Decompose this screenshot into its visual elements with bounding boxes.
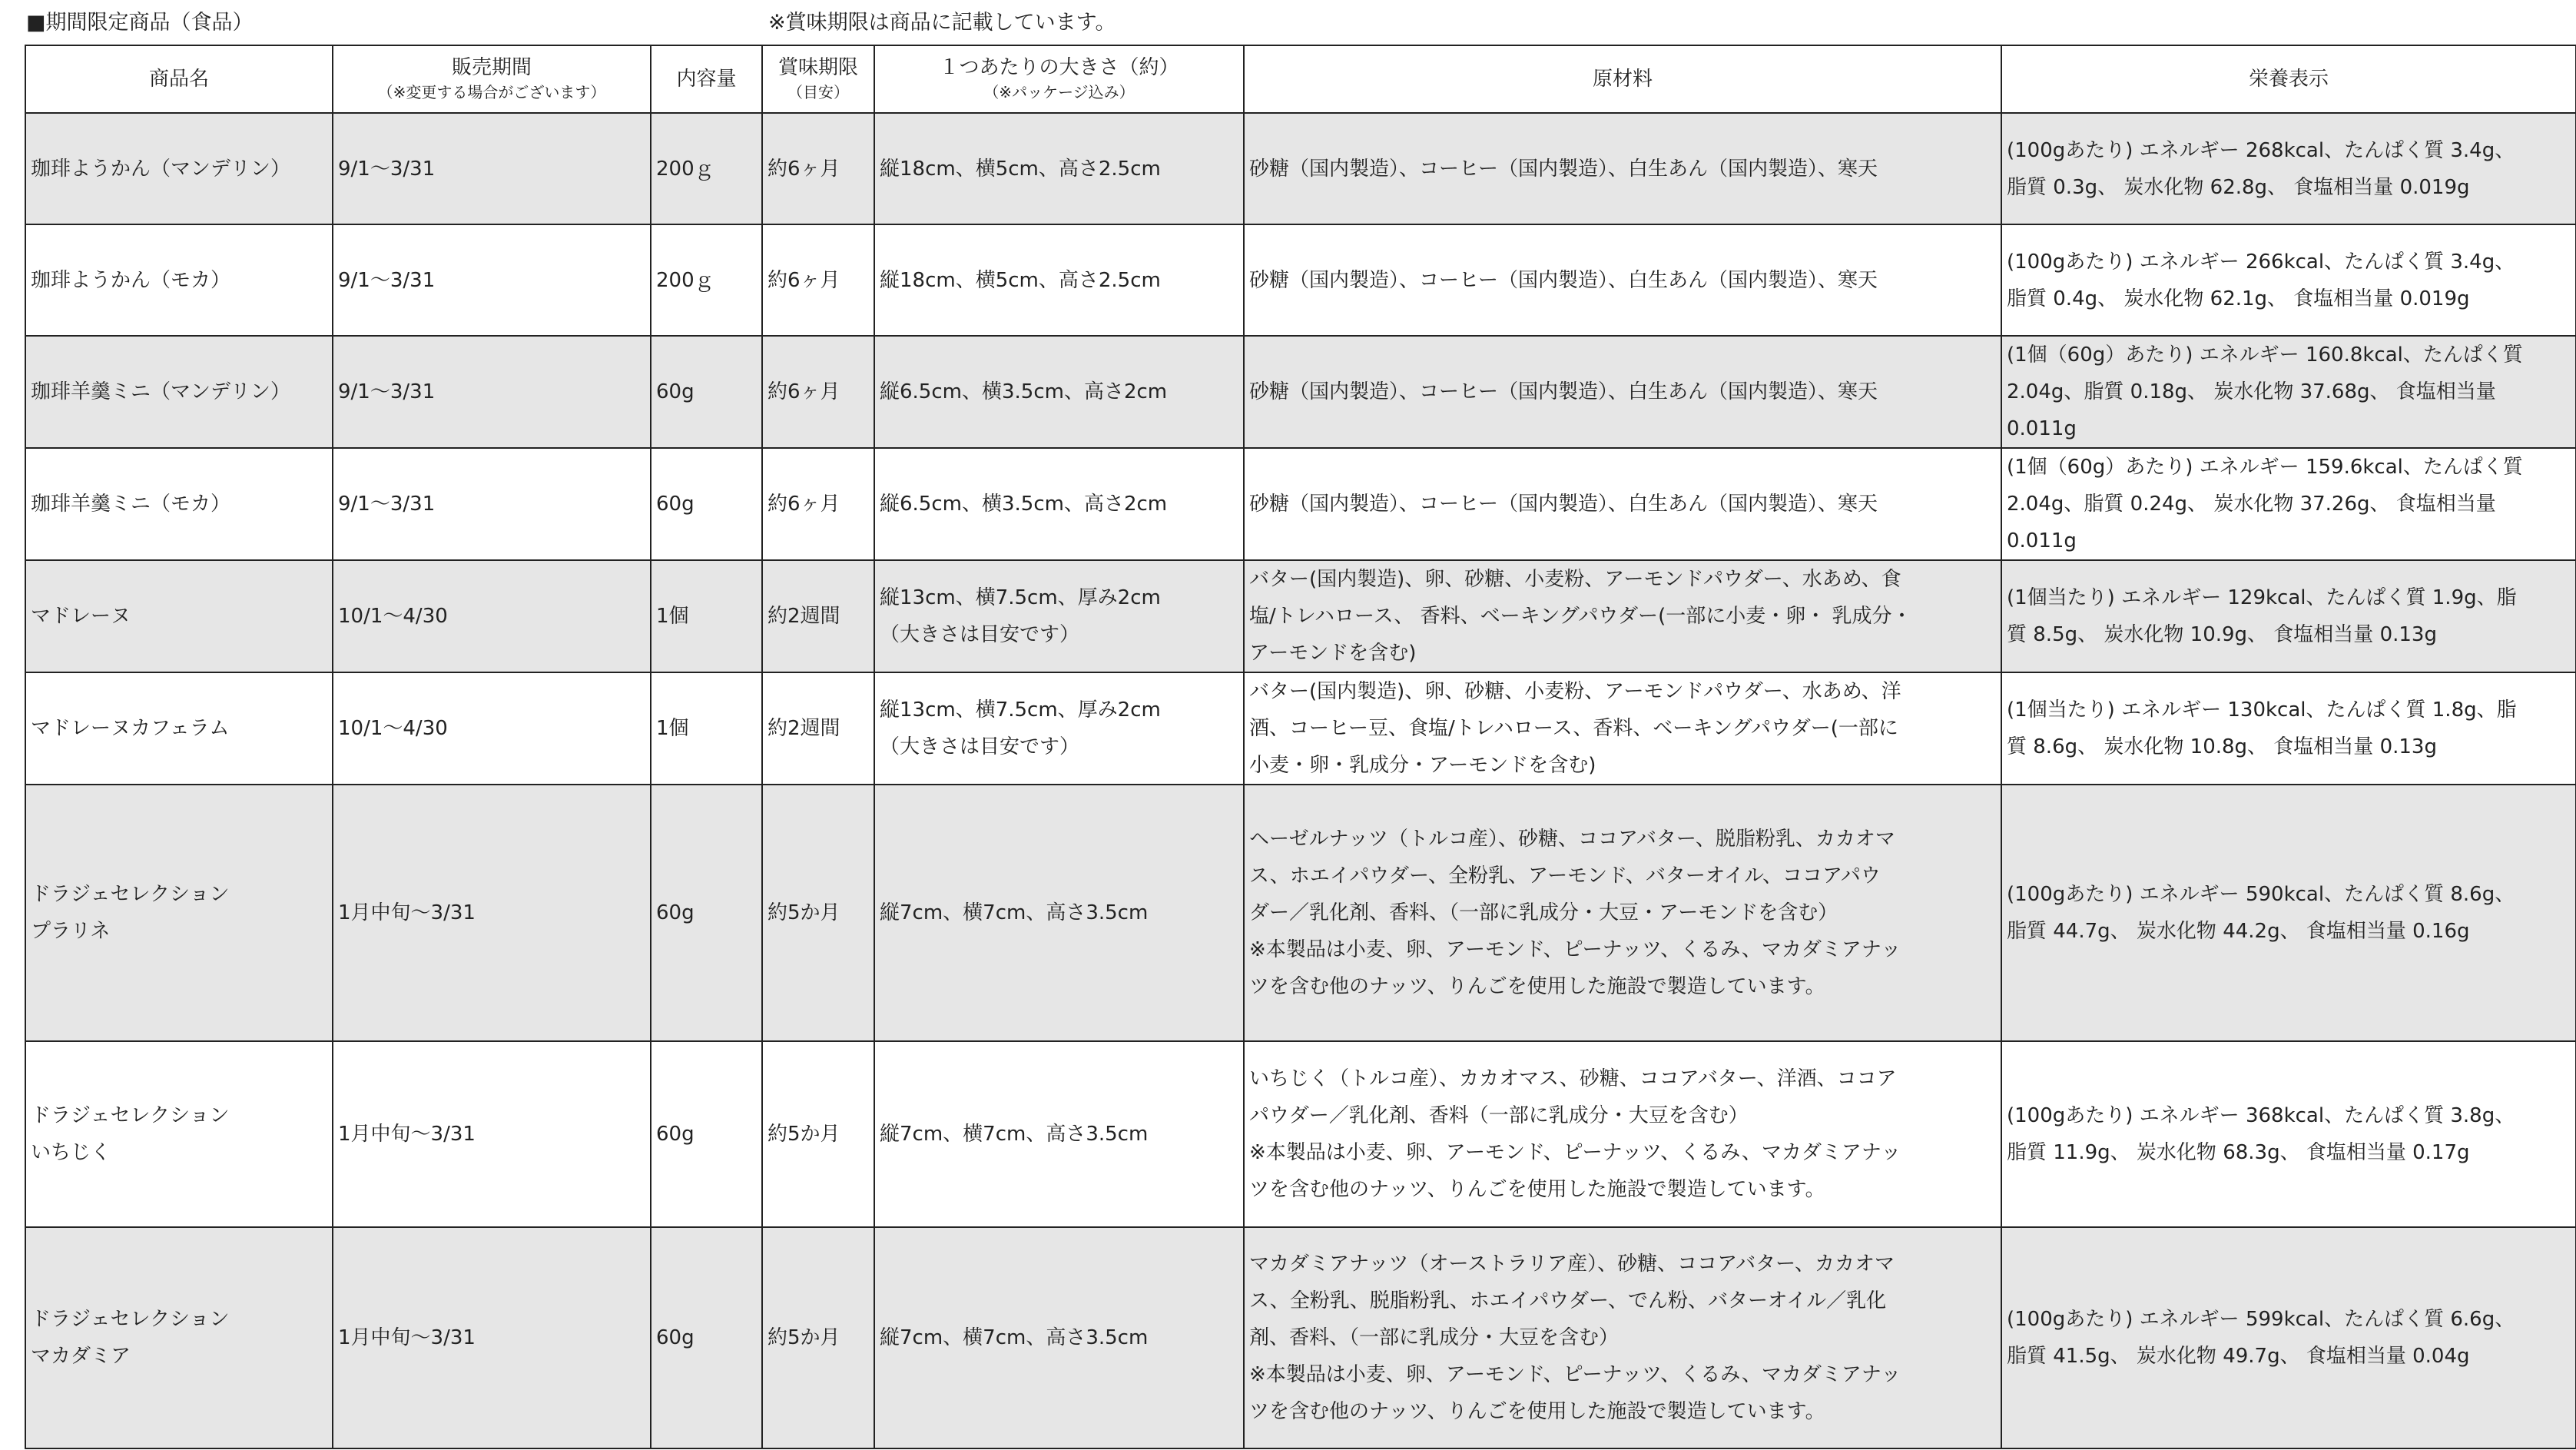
cell-name: ドラジェセレクション マカダミア bbox=[25, 1227, 333, 1448]
cell-period: 10/1～4/30 bbox=[333, 560, 651, 672]
cell-nutrition: (100gあたり) エネルギー 268kcal、たんぱく質 3.4g、 脂質 0.3g、 炭水化物 62.8g、 食塩相当量 0.019g bbox=[2001, 113, 2576, 224]
header-nutrition: 栄養表示 bbox=[2001, 45, 2576, 113]
cell-content: 1個 bbox=[651, 560, 762, 672]
cell-ingredients: いちじく（トルコ産）、カカオマス、砂糖、ココアバター、洋酒、ココア パウダー／乳化剤、香料（一部に乳成分・大豆を含む） ※本製品は小麦、卵、アーモンド、ピーナッツ、くるみ、マカダミアナッ ツを含む他のナッツ、りんごを使用した施設で製造しています。 bbox=[1244, 1041, 2001, 1227]
cell-expiry: 約6ヶ月 bbox=[762, 336, 874, 448]
cell-expiry: 約5か月 bbox=[762, 1041, 874, 1227]
cell-period: 9/1～3/31 bbox=[333, 224, 651, 336]
cell-name: 珈琲羊羹ミニ（モカ） bbox=[25, 448, 333, 560]
cell-name: 珈琲ようかん（マンデリン） bbox=[25, 113, 333, 224]
table-row bbox=[25, 1227, 2576, 1448]
cell-content: 1個 bbox=[651, 672, 762, 785]
header-row bbox=[25, 45, 2576, 113]
cell-ingredients: バター(国内製造)、卵、砂糖、小麦粉、アーモンドパウダー、水あめ、洋 酒、コーヒー豆、食塩/トレハロース、香料、ベーキングパウダー(一部に 小麦・卵・乳成分・アーモンドを含む) bbox=[1244, 672, 2001, 785]
cell-name: ドラジェセレクション プラリネ bbox=[25, 785, 333, 1041]
cell-ingredients: 砂糖（国内製造）、コーヒー（国内製造）、白生あん（国内製造）、寒天 bbox=[1244, 224, 2001, 336]
table-row bbox=[25, 113, 2576, 224]
cell-period: 1月中旬～3/31 bbox=[333, 1041, 651, 1227]
cell-expiry: 約6ヶ月 bbox=[762, 224, 874, 336]
cell-name: 珈琲羊羹ミニ（マンデリン） bbox=[25, 336, 333, 448]
header-size: １つあたりの大きさ（約） （※パッケージ込み） bbox=[874, 45, 1244, 113]
cell-nutrition: (1個（60g）あたり) エネルギー 160.8kcal、たんぱく質 2.04g、脂質 0.18g、 炭水化物 37.68g、 食塩相当量 0.011g bbox=[2001, 336, 2576, 448]
table-row bbox=[25, 224, 2576, 336]
cell-nutrition: (100gあたり) エネルギー 590kcal、たんぱく質 8.6g、 脂質 44.7g、 炭水化物 44.2g、 食塩相当量 0.16g bbox=[2001, 785, 2576, 1041]
table-row bbox=[25, 1041, 2576, 1227]
cell-content: 60g bbox=[651, 336, 762, 448]
cell-period: 9/1～3/31 bbox=[333, 113, 651, 224]
cell-ingredients: 砂糖（国内製造）、コーヒー（国内製造）、白生あん（国内製造）、寒天 bbox=[1244, 448, 2001, 560]
cell-size: 縦7cm、横7cm、高さ3.5cm bbox=[874, 785, 1244, 1041]
cell-ingredients: バター(国内製造)、卵、砂糖、小麦粉、アーモンドパウダー、水あめ、食 塩/トレハロース、 香料、ベーキングパウダー(一部に小麦・卵・ 乳成分・ アーモンドを含む) bbox=[1244, 560, 2001, 672]
cell-ingredients: ヘーゼルナッツ（トルコ産）、砂糖、ココアバター、脱脂粉乳、カカオマ ス、ホエイパウダー、全粉乳、アーモンド、バターオイル、ココアパウ ダー／乳化剤、香料、（一部に乳成分・大豆・アーモンドを含む） ※本製品は小麦、卵、アーモンド、ピーナッツ、くるみ、マカダミアナッ ツを含む他のナッツ、りんごを使用した施設で製造しています。 bbox=[1244, 785, 2001, 1041]
cell-name: マドレーヌカフェラム bbox=[25, 672, 333, 785]
cell-name: 珈琲ようかん（モカ） bbox=[25, 224, 333, 336]
cell-expiry: 約2週間 bbox=[762, 560, 874, 672]
table-row bbox=[25, 448, 2576, 560]
cell-content: 200ｇ bbox=[651, 224, 762, 336]
cell-ingredients: マカダミアナッツ（オーストラリア産）、砂糖、ココアバター、カカオマ ス、全粉乳、脱脂粉乳、ホエイパウダー、でん粉、バターオイル／乳化 剤、香料、（一部に乳成分・大豆を含む） ※本製品は小麦、卵、アーモンド、ピーナッツ、くるみ、マカダミアナッ ツを含む他のナッツ、りんごを使用した施設で製造しています。 bbox=[1244, 1227, 2001, 1448]
cell-period: 1月中旬～3/31 bbox=[333, 1227, 651, 1448]
header-expiry: 賞味期限 （目安） bbox=[762, 45, 874, 113]
cell-size: 縦13cm、横7.5cm、厚み2cm （大きさは目安です） bbox=[874, 672, 1244, 785]
cell-expiry: 約6ヶ月 bbox=[762, 113, 874, 224]
cell-size: 縦13cm、横7.5cm、厚み2cm （大きさは目安です） bbox=[874, 560, 1244, 672]
cell-nutrition: (100gあたり) エネルギー 368kcal、たんぱく質 3.8g、 脂質 11.9g、 炭水化物 68.3g、 食塩相当量 0.17g bbox=[2001, 1041, 2576, 1227]
table-row bbox=[25, 336, 2576, 448]
cell-expiry: 約6ヶ月 bbox=[762, 448, 874, 560]
table-caption: ■期間限定商品（食品） bbox=[26, 11, 254, 35]
cell-period: 10/1～4/30 bbox=[333, 672, 651, 785]
table-row bbox=[25, 672, 2576, 785]
cell-nutrition: (100gあたり) エネルギー 599kcal、たんぱく質 6.6g、 脂質 41.5g、 炭水化物 49.7g、 食塩相当量 0.04g bbox=[2001, 1227, 2576, 1448]
header-content: 内容量 bbox=[651, 45, 762, 113]
cell-period: 9/1～3/31 bbox=[333, 448, 651, 560]
cell-expiry: 約5か月 bbox=[762, 785, 874, 1041]
table-row bbox=[25, 785, 2576, 1041]
table-row bbox=[25, 560, 2576, 672]
cell-nutrition: (1個当たり) エネルギー 129kcal、たんぱく質 1.9g、脂 質 8.5g、 炭水化物 10.9g、 食塩相当量 0.13g bbox=[2001, 560, 2576, 672]
cell-expiry: 約5か月 bbox=[762, 1227, 874, 1448]
cell-ingredients: 砂糖（国内製造）、コーヒー（国内製造）、白生あん（国内製造）、寒天 bbox=[1244, 113, 2001, 224]
cell-content: 60g bbox=[651, 1227, 762, 1448]
cell-size: 縦18cm、横5cm、高さ2.5cm bbox=[874, 224, 1244, 336]
cell-nutrition: (100gあたり) エネルギー 266kcal、たんぱく質 3.4g、 脂質 0.4g、 炭水化物 62.1g、 食塩相当量 0.019g bbox=[2001, 224, 2576, 336]
cell-period: 1月中旬～3/31 bbox=[333, 785, 651, 1041]
cell-content: 60g bbox=[651, 1041, 762, 1227]
cell-content: 200ｇ bbox=[651, 113, 762, 224]
cell-expiry: 約2週間 bbox=[762, 672, 874, 785]
cell-size: 縦18cm、横5cm、高さ2.5cm bbox=[874, 113, 1244, 224]
product-table bbox=[25, 45, 2576, 1449]
cell-size: 縦7cm、横7cm、高さ3.5cm bbox=[874, 1227, 1244, 1448]
cell-size: 縦6.5cm、横3.5cm、高さ2cm bbox=[874, 336, 1244, 448]
expiry-note: ※賞味期限は商品に記載しています。 bbox=[768, 11, 1116, 35]
cell-size: 縦6.5cm、横3.5cm、高さ2cm bbox=[874, 448, 1244, 560]
cell-period: 9/1～3/31 bbox=[333, 336, 651, 448]
cell-nutrition: (1個当たり) エネルギー 130kcal、たんぱく質 1.8g、脂 質 8.6g、 炭水化物 10.8g、 食塩相当量 0.13g bbox=[2001, 672, 2576, 785]
cell-name: マドレーヌ bbox=[25, 560, 333, 672]
cell-ingredients: 砂糖（国内製造）、コーヒー（国内製造）、白生あん（国内製造）、寒天 bbox=[1244, 336, 2001, 448]
header-name: 商品名 bbox=[25, 45, 333, 113]
header-ingredients: 原材料 bbox=[1244, 45, 2001, 113]
cell-nutrition: (1個（60g）あたり) エネルギー 159.6kcal、たんぱく質 2.04g、脂質 0.24g、 炭水化物 37.26g、 食塩相当量 0.011g bbox=[2001, 448, 2576, 560]
cell-name: ドラジェセレクション いちじく bbox=[25, 1041, 333, 1227]
header-period: 販売期間 （※変更する場合がございます） bbox=[333, 45, 651, 113]
cell-content: 60g bbox=[651, 785, 762, 1041]
cell-size: 縦7cm、横7cm、高さ3.5cm bbox=[874, 1041, 1244, 1227]
cell-content: 60g bbox=[651, 448, 762, 560]
